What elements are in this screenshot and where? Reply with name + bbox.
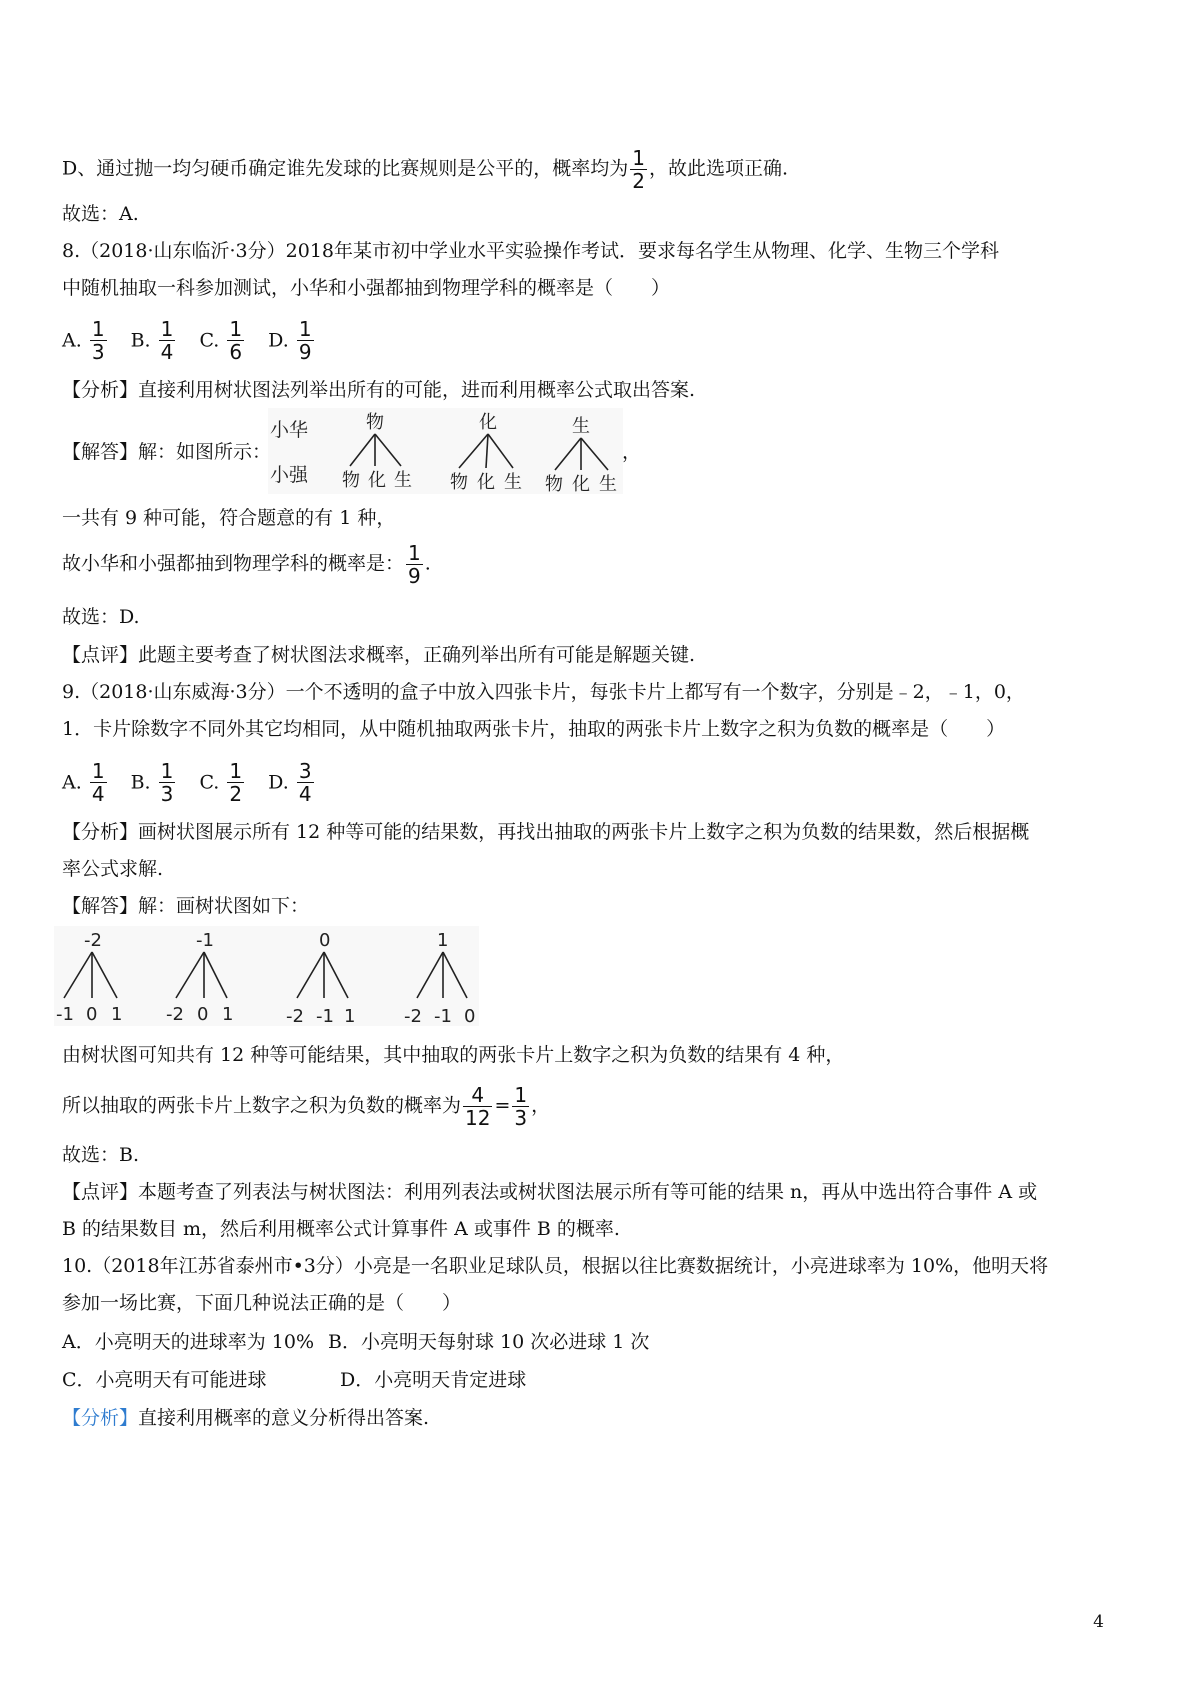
- fraction: $\frac{1}{2}$: [632, 146, 645, 193]
- svg-text:化: 化: [368, 470, 386, 491]
- page-number: 4: [1093, 1612, 1104, 1632]
- q9-analysis-line2: 率公式求解.: [62, 858, 164, 880]
- q9-comment-line2: B 的结果数目 m，然后利用概率公式计算事件 A 或事件 B 的概率.: [62, 1218, 620, 1240]
- q9-options: [62, 760, 332, 805]
- q8-option-d: D. $\frac{1}{9}$: [268, 317, 312, 364]
- svg-text:生: 生: [599, 474, 617, 494]
- svg-text:0: 0: [319, 930, 331, 951]
- tree-branch-1: [56, 930, 122, 1025]
- q10-stem-line2: 参加一场比赛，下面几种说法正确的是（ ）: [62, 1292, 462, 1314]
- svg-text:-2: -2: [166, 1004, 184, 1025]
- q8-options: [62, 318, 332, 363]
- tree-branch-2: [450, 412, 522, 493]
- q8-stem-line1: 8.（2018·山东临沂·3分）2018年某市初中学业水平实验操作考试．要求每名学生从物理、化学、生物三个学科: [62, 240, 1000, 262]
- svg-text:生: 生: [394, 470, 412, 491]
- svg-text:1: 1: [111, 1004, 123, 1025]
- q8-option-a: A. $\frac{1}{3}$: [62, 317, 105, 364]
- q10-stem-line1: 10.（2018年江苏省泰州市•3分）小亮是一名职业足球队员，根据以往比赛数据统计，小亮进球率为 10%，他明天将: [62, 1255, 1049, 1277]
- svg-text:化: 化: [479, 412, 497, 433]
- svg-text:化: 化: [477, 472, 495, 493]
- fraction: $\frac{1}{3}$: [514, 1083, 528, 1130]
- q8-analysis: 【分析】直接利用树状图法列举出所有的可能，进而利用概率公式取出答案.: [62, 379, 696, 401]
- svg-text:-2: -2: [84, 930, 102, 951]
- svg-text:物: 物: [545, 474, 563, 494]
- q10-option-c: C．小亮明天有可能进球: [62, 1369, 267, 1391]
- q8-answer: 故选：D.: [62, 606, 140, 628]
- svg-text:化: 化: [572, 474, 590, 494]
- svg-text:1: 1: [222, 1004, 234, 1025]
- q7-option-d: D、通过抛一均匀硬币确定谁先发球的比赛规则是公平的，概率均为 $\frac{1}{2}$ ，故此选项正确.: [62, 146, 789, 193]
- q10-option-a: A．小亮明天的进球率为 10%: [62, 1331, 314, 1353]
- svg-text:0: 0: [197, 1004, 209, 1025]
- q8-option-c: C. $\frac{1}{6}$: [199, 317, 243, 364]
- q9-stem-line1: 9.（2018·山东威海·3分）一个不透明的盒子中放入四张卡片，每张卡片上都写有一个数字，分别是﹣2，﹣1，0，: [62, 681, 1025, 703]
- tree-branch-3: [286, 930, 355, 1026]
- q9-answer: 故选：B.: [62, 1144, 140, 1166]
- q8-result: 一共有 9 种可能，符合题意的有 1 种，: [62, 507, 396, 529]
- fraction: $\frac{4}{12}$: [465, 1083, 491, 1130]
- q10-analysis: 【分析】直接利用概率的意义分析得出答案.: [62, 1407, 430, 1429]
- tree-branch-2: [166, 930, 233, 1025]
- q10-option-b: B．小亮明天每射球 10 次必进球 1 次: [328, 1331, 650, 1353]
- svg-text:-2: -2: [286, 1006, 304, 1026]
- q9-stem-line2: 1．卡片除数字不同外其它均相同，从中随机抽取两张卡片，抽取的两张卡片上数字之积为负数的概率是（ ）: [62, 718, 1006, 740]
- q9-option-b: B. $\frac{1}{3}$: [130, 759, 174, 806]
- svg-text:-1: -1: [56, 1004, 74, 1025]
- q8-option-b: B. $\frac{1}{4}$: [130, 317, 174, 364]
- q9-option-a: A. $\frac{1}{4}$: [62, 759, 105, 806]
- svg-text:0: 0: [86, 1004, 98, 1025]
- q9-option-d: D. $\frac{3}{4}$: [268, 759, 312, 806]
- svg-text:物: 物: [366, 412, 384, 433]
- q9-solution-intro: 【解答】解：画树状图如下：: [62, 895, 310, 917]
- fraction: $\frac{1}{9}$: [408, 541, 421, 588]
- q9-option-c: C. $\frac{1}{2}$: [199, 759, 243, 806]
- q9-result: 由树状图可知共有 12 种等可能结果，其中抽取的两张卡片上数字之积为负数的结果有 4 种，: [62, 1044, 845, 1066]
- q8-stem-line2: 中随机抽取一科参加测试，小华和小强都抽到物理学科的概率是（ ）: [62, 277, 671, 299]
- q8-solution-comma: ，: [622, 441, 642, 463]
- svg-text:-1: -1: [196, 930, 214, 951]
- q8-solution-intro: 【解答】解：如图所示：: [62, 441, 272, 463]
- svg-text:生: 生: [572, 416, 590, 437]
- tree-row-label-bottom: 小强: [270, 464, 309, 486]
- q9-comment-line1: 【点评】本题考查了列表法与树状图法：利用列表法或树状图法展示所有等可能的结果 n，再从中选出符合事件 A 或: [62, 1181, 1038, 1203]
- tree-branch-4: [404, 930, 475, 1026]
- q8-comment: 【点评】此题主要考查了树状图法求概率，正确列举出所有可能是解题关键.: [62, 644, 696, 666]
- q8-tree-diagram: [268, 408, 623, 494]
- svg-text:0: 0: [464, 1006, 476, 1026]
- svg-text:物: 物: [342, 470, 360, 491]
- svg-text:物: 物: [450, 472, 468, 493]
- tree-branch-1: [342, 412, 412, 491]
- tree-branch-3: [545, 416, 617, 494]
- svg-text:-1: -1: [434, 1006, 452, 1026]
- svg-text:生: 生: [504, 472, 522, 493]
- analysis-tag: 【分析】: [62, 1407, 139, 1429]
- q10-option-d: D．小亮明天肯定进球: [340, 1369, 527, 1391]
- tree-row-label-top: 小华: [270, 419, 309, 441]
- q9-probability: 所以抽取的两张卡片上数字之积为负数的概率为 $\frac{4}{12}$ = $\frac{1}{3}$ ，: [62, 1083, 551, 1130]
- q9-analysis-line1: 【分析】画树状图展示所有 12 种等可能的结果数，再找出抽取的两张卡片上数字之积为负数的结果数，然后根据概: [62, 821, 1030, 843]
- q9-tree-diagram: [54, 926, 479, 1026]
- q7-answer: 故选：A.: [62, 203, 139, 225]
- q8-probability: 故小华和小强都抽到物理学科的概率是： $\frac{1}{9}$ .: [62, 541, 431, 588]
- svg-text:1: 1: [344, 1006, 356, 1026]
- svg-text:-2: -2: [404, 1006, 422, 1026]
- svg-text:1: 1: [437, 930, 449, 951]
- svg-text:-1: -1: [316, 1006, 334, 1026]
